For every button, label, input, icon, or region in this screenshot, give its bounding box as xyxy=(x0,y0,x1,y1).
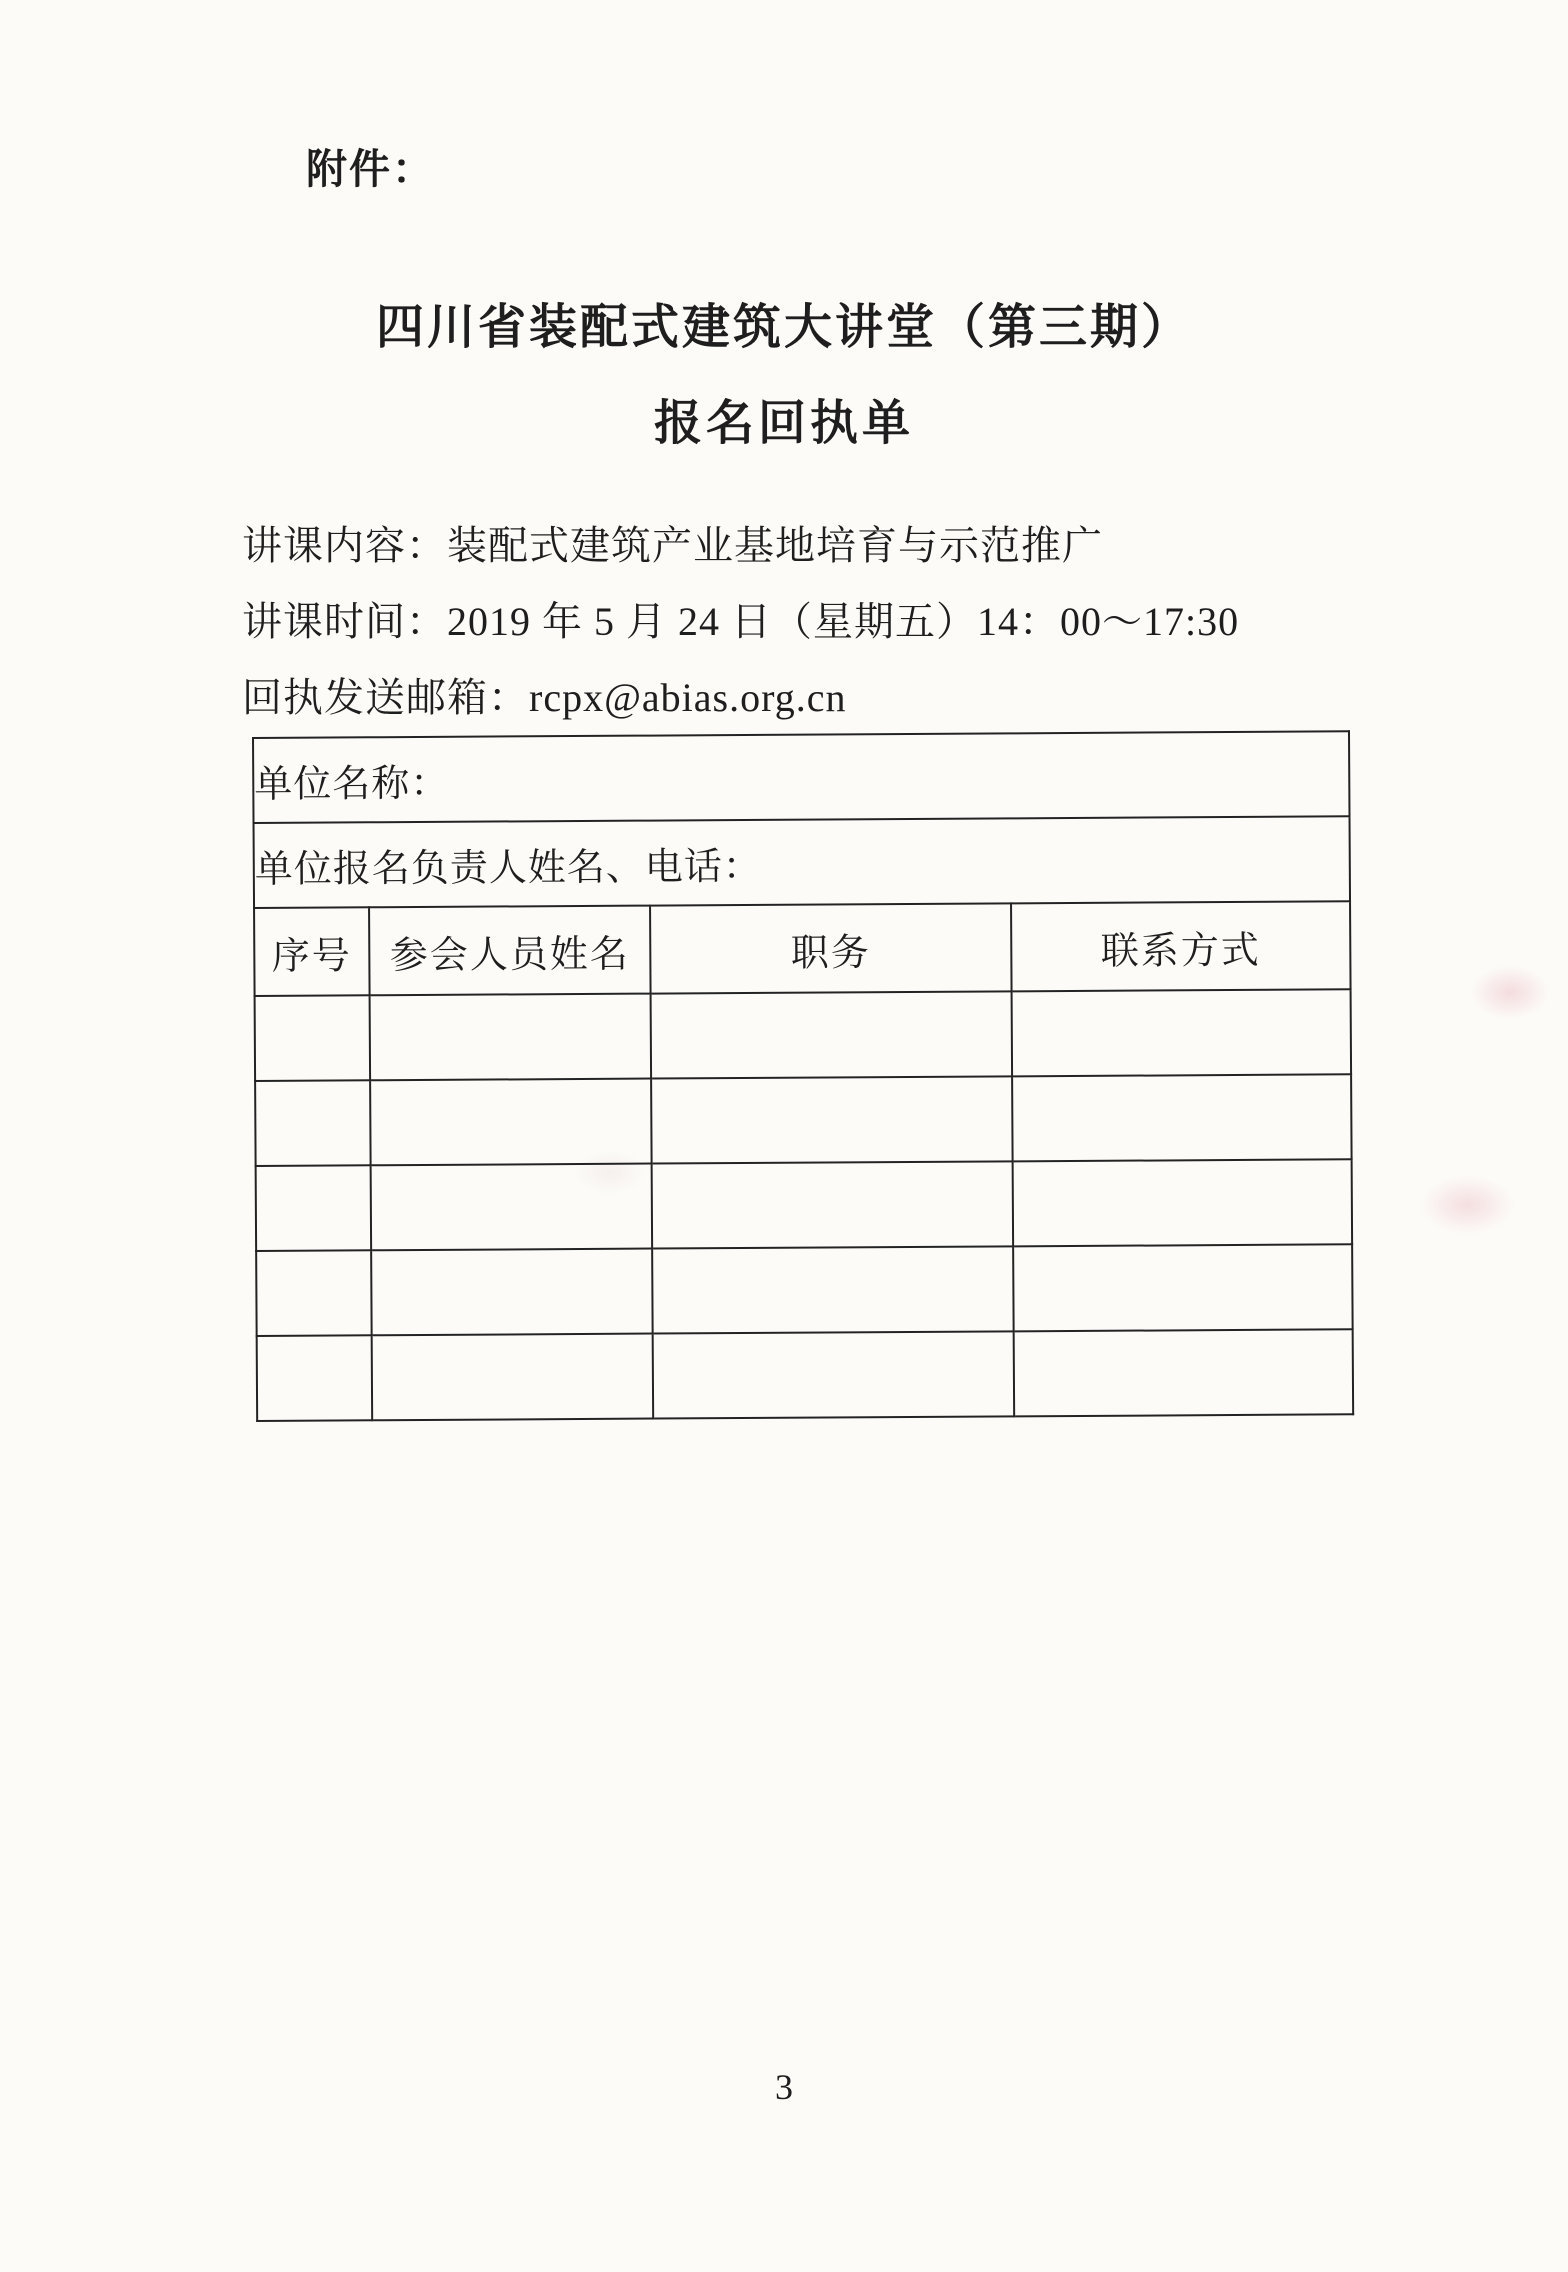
empty-cell xyxy=(1013,1244,1353,1331)
col-header-contact: 联系方式 xyxy=(1011,901,1351,991)
empty-cell xyxy=(370,994,652,1081)
empty-cell xyxy=(371,1164,653,1251)
empty-cell xyxy=(1012,1074,1352,1161)
lecture-time-value: 2019 年 5 月 24 日（星期五）14：00～17:30 xyxy=(447,599,1240,644)
reply-email-label: 回执发送邮箱： xyxy=(242,675,529,720)
contact-person-cell: 单位报名负责人姓名、电话： xyxy=(254,816,1351,908)
unit-name-cell: 单位名称： xyxy=(253,731,1350,823)
empty-cell xyxy=(651,1076,1013,1163)
attachment-label: 附件： xyxy=(306,146,435,192)
empty-cell xyxy=(1012,989,1352,1076)
col-header-index: 序号 xyxy=(254,907,370,996)
empty-data-row xyxy=(257,1329,1354,1421)
document-title: 四川省装配式建筑大讲堂（第三期） xyxy=(375,301,1192,354)
empty-data-row xyxy=(256,1244,1353,1336)
table-header-row xyxy=(254,901,1351,996)
registration-table xyxy=(252,730,1354,1422)
contact-person-row xyxy=(254,816,1351,908)
empty-cell xyxy=(652,1161,1014,1248)
col-header-position: 职务 xyxy=(650,903,1012,993)
empty-data-row xyxy=(255,989,1352,1081)
lecture-time-label: 讲课时间： xyxy=(242,599,447,644)
reply-email-value: rcpx@abias.org.cn xyxy=(529,675,847,720)
lecture-content-value: 装配式建筑产业基地培育与示范推广 xyxy=(447,523,1103,568)
scan-smudge xyxy=(1420,1175,1515,1235)
unit-name-row xyxy=(253,731,1350,823)
empty-cell xyxy=(257,1335,373,1421)
col-header-attendee-name: 参会人员姓名 xyxy=(369,906,651,996)
empty-cell xyxy=(1014,1329,1354,1416)
empty-cell xyxy=(652,1246,1014,1333)
empty-cell xyxy=(256,1250,372,1336)
lecture-time-line xyxy=(242,590,1239,647)
scan-smudge xyxy=(1470,965,1550,1020)
reply-email-line xyxy=(242,666,846,723)
empty-data-row xyxy=(256,1159,1353,1251)
lecture-content-label: 讲课内容： xyxy=(242,523,447,568)
empty-cell xyxy=(372,1334,654,1421)
empty-cell xyxy=(371,1249,653,1336)
page-number: 3 xyxy=(775,2067,793,2107)
empty-cell xyxy=(256,1165,372,1251)
lecture-content-line xyxy=(242,514,1103,571)
empty-cell xyxy=(255,1080,371,1166)
empty-cell xyxy=(653,1331,1015,1418)
empty-data-row xyxy=(255,1074,1352,1166)
empty-cell xyxy=(370,1079,652,1166)
document-subtitle: 报名回执单 xyxy=(653,397,914,450)
empty-cell xyxy=(1013,1159,1353,1246)
empty-cell xyxy=(651,991,1013,1078)
empty-cell xyxy=(255,995,371,1081)
